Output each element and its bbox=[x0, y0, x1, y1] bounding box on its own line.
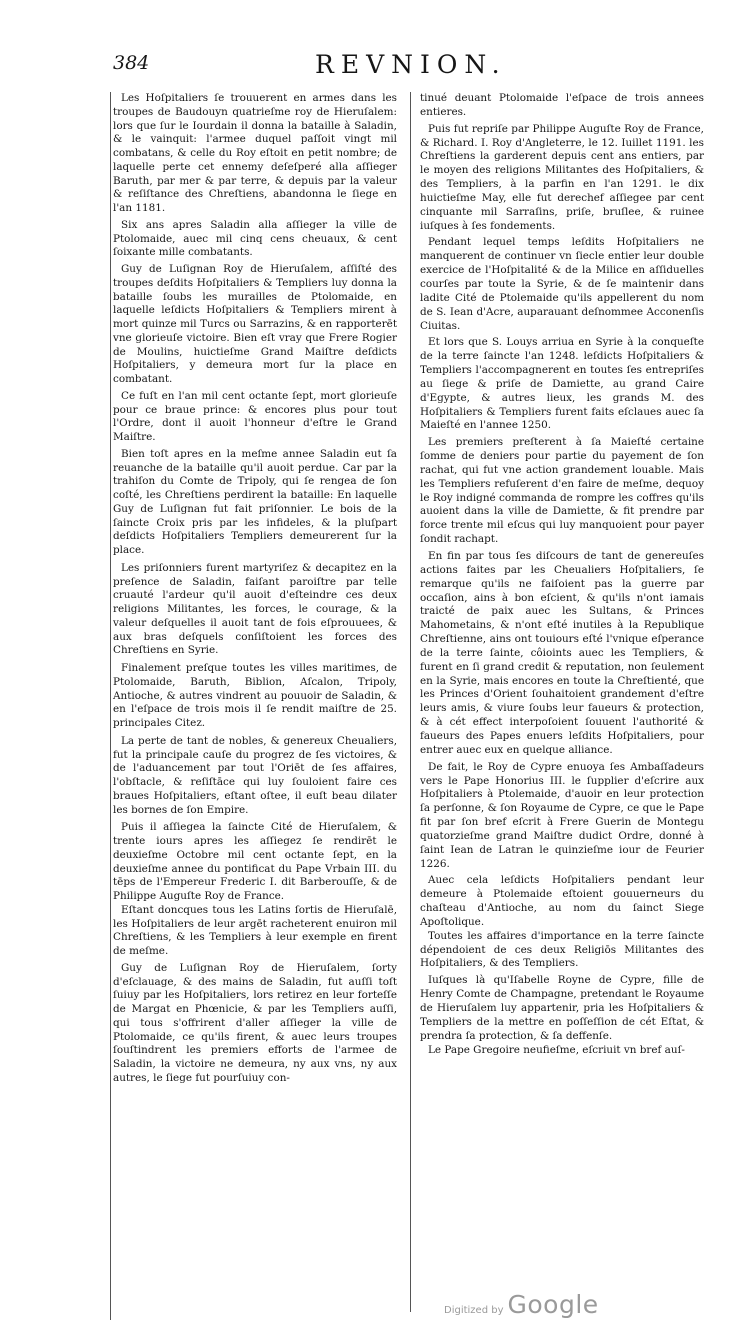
watermark-brand-logo: Google bbox=[507, 1290, 599, 1319]
paragraph: tinué deuant Ptolomaide l'eſpace de trois annees entieres. bbox=[420, 92, 704, 118]
paragraph: Puis fut repriſe par Philippe Auguſte Roy de France, & Richard. I. Roy d'Angleterre, le 12. Iuillet 1191. les Chreſtiens la garderent depuis cent ans entiers, par le moyen des religions Militantes des Hoſpitaliers, & des Templiers, à la parfin en l'an 1291. le dix huictieſme May, elle fut derechef aſſiegee par cent cinquante mil Sarraſins, priſe, bruſlee, & ruinee iuſques à ſes fondements. bbox=[420, 122, 704, 232]
paragraph: Les priſonniers furent martyriſez & decapitez en la preſence de Saladin, faiſant paroiſtre par telle cruauté l'ardeur qu'il auoit d'eſteindre ces deux religions Militantes, les forces, le courage, & la valeur deſquelles il auoit tant de fois eſprouuees, & aux bras deſquels conſiſtoient les forces des Chreſtiens en Syrie. bbox=[113, 561, 397, 657]
running-head: REVNION. bbox=[315, 50, 507, 79]
paragraph: Guy de Luſignan Roy de Hieruſalem, aſſiſté des troupes deſdits Hoſpitaliers & Templiers luy donna la bataille ſoubs les murailles de Ptolomaide, en laquelle leſdicts Hoſpitaliers & Templiers mirent à mort quinze mil Turcs ou Sarrazins, & en rapporterēt vne glorieuſe victoire. Bien eſt vray que Frere Rogier de Moulins, huictieſme Grand Maiſtre deſdicts Hoſpitaliers, y demeura mort ſur la place en combatant. bbox=[113, 263, 397, 385]
paragraph: Bien toſt apres en la meſme annee Saladin eut ſa reuanche de la bataille qu'il auoit perdue. Car par la trahiſon du Comte de Tripoly, qui ſe rengea de ſon coſté, les Chreſtiens perdirent la bataille: En laquelle Guy de Luſignan fut fait priſonnier. Le bois de la ſaincte Croix pris par les infideles, & la pluſpart deſdicts Hoſpitaliers Templiers demeurerent ſur la place. bbox=[113, 447, 397, 556]
paragraph: Le Pape Gregoire neufieſme, eſcriuit vn bref auſ- bbox=[428, 1043, 685, 1056]
paragraph: De fait, le Roy de Cypre enuoya ſes Ambaſſadeurs vers le Pape Honorius III. le ſupplier d'eſcrire aux Hoſpitaliers à Ptolemaide, d'auoir en leur protection ſa perſonne, & ſon Royaume de Cypre, ce que le Pape fit par ſon bref eſcrit à Frere Guerin de Montegu quatorzieſme grand Maiſtre dudict Ordre, donné à ſaint Iean de Latran le quinzieſme iour de Feurier 1226. bbox=[420, 760, 704, 870]
watermark-label: Digitized by bbox=[444, 1305, 504, 1316]
left-column bbox=[113, 92, 397, 1086]
paragraph: Finalement preſque toutes les villes maritimes, de Ptolomaide, Baruth, Biblion, Aſcalon, Tripoly, Antioche, & autres vindrent au pouuoir de Saladin, & en l'eſpace de trois mois il ſe rendit maiſtre de 25. principales Citez. bbox=[113, 662, 397, 729]
paragraph: En fin par tous ſes diſcours de tant de genereuſes actions faites par les Cheualiers Hoſpitaliers, ſe remarque qu'ils ne faiſoient pas la guerre par occaſion, ains à bon eſcient, & qu'ils n'ont iamais traicté de paix auec les Sultans, & Princes Mahometains, & n'ont eſté inutiles à la Republique Chreſtienne, ains ont touiours eſté l'vnique eſperance de la terre ſainte, côioints auec les Templiers, & furent en ſi grand credit & reputation, non ſeulement en la Syrie, mais encores en toute la Chreſtienté, que les Princes d'Orient ſouhaitoient grandement d'eſtre leurs amis, & viure ſoubs leur faueurs & protection, & à cét effect interpoſoient ſouuent l'authorité & faueurs des Papes enuers leſdits Hoſpitaliers, pour entrer auec eux en quelque alliance. bbox=[420, 550, 704, 756]
paragraph: Eſtant doncques tous les Latins ſortis de Hieruſalē, les Hoſpitaliers de leur argēt racheterent enuiron mil Chreſtiens, & les Templiers à leur exemple en firent de meſme. bbox=[113, 903, 397, 957]
paragraph: Puis il aſſiegea la ſaincte Cité de Hieruſalem, & trente iours apres les aſſiegez ſe rendirēt le deuxieſme Octobre mil cent octante ſept, en la deuxieſme annee du pontificat du Pape Vrbain III. du tēps de l'Empereur Frederic I. dit Barberouſſe, & de Philippe Auguſte Roy de France. bbox=[113, 821, 397, 902]
paragraph: La perte de tant de nobles, & genereux Cheualiers, fut la principale cauſe du progrez de ſes victoires, & de l'aduancement par tout l'Oriēt de ſes affaires, l'obſtacle, & reſiſtāce qui luy ſouloient faire ces braues Hoſpitaliers, eſtant oſtee, il euſt beau dilater les bornes de ſon Empire. bbox=[113, 734, 397, 816]
paragraph: Toutes les affaires d'importance en la terre ſaincte dépendoient de ces deux Religiōs Militantes des Hoſpitaliers, & des Templiers. bbox=[420, 929, 704, 970]
page-number: 384 bbox=[113, 52, 150, 74]
column-divider-rule bbox=[410, 92, 411, 1312]
paragraph: Ce fuſt en l'an mil cent octante ſept, mort glorieuſe pour ce braue prince: & encores plus pour tout l'Ordre, dont il auoit l'honneur d'eſtre le Grand Maiſtre. bbox=[113, 389, 397, 443]
paragraph: Les premiers preſterent à ſa Maieſté certaine ſomme de deniers pour partie du payement de ſon rachat, qui fut vne action grandement louable. Mais les Templiers refuſerent d'en faire de meſme, dequoy le Roy indigné commanda de rompre les coffres qu'ils auoient dans la ville de Damiette, & fit prendre par force trente mil eſcus qui luy manquoient pour payer ſondit rachapt. bbox=[420, 436, 704, 546]
left-margin-rule bbox=[110, 92, 111, 1320]
right-column bbox=[420, 92, 704, 1057]
paragraph: Six ans apres Saladin alla aſſieger la ville de Ptolomaide, auec mil cinq cens cheuaux, & cent ſoixante mille combatants. bbox=[113, 218, 397, 259]
paragraph: Guy de Luſignan Roy de Hieruſalem, ſorty d'eſclauage, & des mains de Saladin, fut auſſi toſt ſuiuy par les Hoſpitaliers, lors retirez en leur forteſſe de Margat en Phœnicie, & par les Templiers auſſi, qui tous s'offrirent d'aller aſſieger la ville de Ptolomaide, ce qu'ils firent, & auec leurs troupes ſouſtindrent les premiers efforts de l'armee de Saladin, la victoire ne demeura, ny aux vns, ny aux autres, le ſiege fut pourſuiuy con- bbox=[113, 961, 397, 1084]
page-header bbox=[113, 52, 713, 82]
paragraph: Pendant lequel temps leſdits Hoſpitaliers ne manquerent de continuer vn ſiecle entier leur double exercice de l'Hoſpitalité & de la Milice en aſſiduelles courſes par toute la Syrie, & de ſe maintenir dans ladite Cité de Ptolemaide qu'ils appellerent du nom de S. Iean d'Acre, auparauant deſnommee Acconenſis Ciuitas. bbox=[420, 236, 704, 332]
paragraph: Iuſques là qu'Iſabelle Royne de Cypre, fille de Henry Comte de Champagne, pretendant le Royaume de Hieruſalem luy appartenir, pria les Hoſpitaliers & Templiers de la mettre en poſſeſſion de cét Eſtat, & prendra ſa protection, & ſa deffenſe. bbox=[420, 974, 704, 1042]
paragraph: Et lors que S. Louys arriua en Syrie à la conqueſte de la terre ſaincte l'an 1248. leſdicts Hoſpitaliers & Templiers l'accompagnerent en toutes ſes entrepriſes au ſiege & priſe de Damiette, au grand Caire d'Egypte, & autres lieux, les grands M. des Hoſpitaliers & Templiers furent faits eſclaues auec ſa Maieſté en l'annee 1250. bbox=[420, 336, 704, 432]
paragraph: Auec cela leſdicts Hoſpitaliers pendant leur demeure à Ptolemaide eſtoient gouuerneurs du chaſteau d'Antioche, au nom du ſainct Siege Apoſtolique. bbox=[420, 874, 704, 928]
paragraph: Les Hoſpitaliers ſe trouuerent en armes dans les troupes de Baudouyn quatrieſme roy de Hieruſalem: lors que ſur le Iourdain il donna la bataille à Saladin, & le vainquit: l'armee duquel paſſoit vingt mil combatans, & celle du Roy eſtoit en petit nombre; de laquelle perte cet ennemy deſeſperé alla aſſieger Baruth, par mer & par terre, & depuis par la valeur & reſiſtance des Chreſtiens, abandonna le ſiege en l'an 1181. bbox=[113, 92, 397, 214]
digitization-watermark bbox=[444, 1290, 599, 1319]
